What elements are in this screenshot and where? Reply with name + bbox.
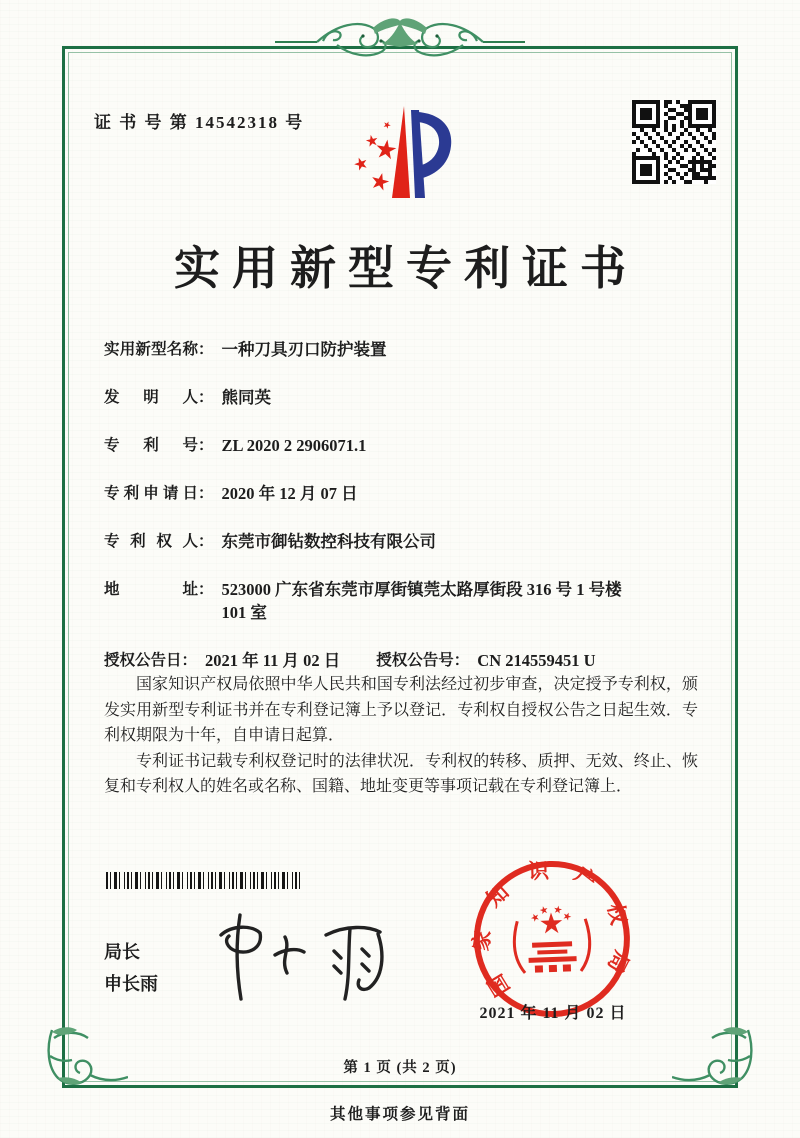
grant-date-value: 2021 年 11 月 02 日	[205, 651, 341, 670]
field-colon: ：	[181, 652, 198, 669]
legal-text	[104, 672, 698, 800]
signer-block	[104, 936, 158, 1000]
back-note: 其他事项参见背面	[329, 1106, 470, 1123]
field-row-grant	[104, 649, 649, 672]
field-row-filing-date	[104, 482, 649, 505]
field-value: 熊同英	[221, 388, 272, 407]
field-label: 专利权人	[104, 533, 198, 550]
grant-date-pair	[104, 649, 340, 672]
signer-title: 局长	[104, 942, 140, 962]
svg-text:国家知识产权局	[466, 856, 638, 1001]
field-label: 地址	[104, 581, 198, 598]
barcode-icon	[106, 872, 300, 889]
field-label: 专利号	[104, 437, 198, 454]
field-label: 实用新型名称	[104, 341, 198, 358]
seal-date: 2021 年 11 月 02 日	[479, 1005, 627, 1022]
field-value: ZL 2020 2 2906071.1	[221, 436, 367, 455]
grant-number-value: CN 214559451 U	[477, 651, 596, 670]
field-value: 东莞市御钻数控科技有限公司	[221, 532, 437, 551]
field-value: 523000 广东省东莞市厚街镇莞太路厚街段 316 号 1 号楼 101 室	[221, 580, 622, 622]
handwritten-signature-icon	[208, 903, 398, 1008]
legal-paragraph-2: 专利证书记载专利权登记时的法律状况．专利权的转移、质押、无效、终止、恢复和专利权人的姓名或名称、国籍、地址变更等事项记载在专利登记簿上．	[104, 752, 698, 795]
field-colon: ：	[453, 652, 470, 669]
legal-paragraph-1: 国家知识产权局依照中华人民共和国专利法经过初步审查，决定授予专利权，颁发实用新型专利证书并在专利登记簿上予以登记．专利权自授权公告之日起生效．专利权期限为十年，自申请日起算．	[104, 676, 698, 744]
field-colon: ：	[198, 485, 214, 502]
certificate-title: 实用新型专利证书	[174, 243, 638, 294]
field-label: 专利申请日	[104, 485, 198, 502]
grant-number-label: 授权公告号	[376, 652, 454, 669]
field-colon: ：	[198, 533, 214, 550]
grant-date-label: 授权公告日	[104, 652, 182, 669]
top-scroll-ornament-icon	[275, 12, 525, 66]
certificate-fields	[104, 338, 649, 672]
field-value: 一种刀具刃口防护装置	[221, 340, 387, 359]
field-value: 2020 年 12 月 07 日	[221, 484, 358, 503]
field-colon: ：	[198, 341, 214, 358]
field-row-patent-number	[104, 434, 649, 457]
field-colon: ：	[198, 437, 214, 454]
page-number: 第 1 页 (共 2 页)	[343, 1060, 457, 1076]
field-label: 发明人	[104, 389, 198, 406]
grant-number-pair	[376, 649, 595, 672]
field-row-patentee	[104, 530, 649, 553]
field-colon: ：	[198, 389, 214, 406]
signer-name: 申长雨	[104, 974, 158, 994]
seal-ring-text: 国家知识产权局	[468, 858, 636, 1001]
qr-code-icon	[632, 100, 716, 184]
certificate-number: 证 书 号 第 14542318 号	[94, 113, 305, 132]
national-emblem-icon	[513, 904, 591, 974]
field-row-inventor	[104, 386, 649, 409]
field-row-utility-model-name	[104, 338, 649, 361]
field-colon: ：	[198, 581, 214, 598]
cnipa-logo-icon	[336, 94, 460, 212]
field-row-address	[104, 578, 649, 624]
